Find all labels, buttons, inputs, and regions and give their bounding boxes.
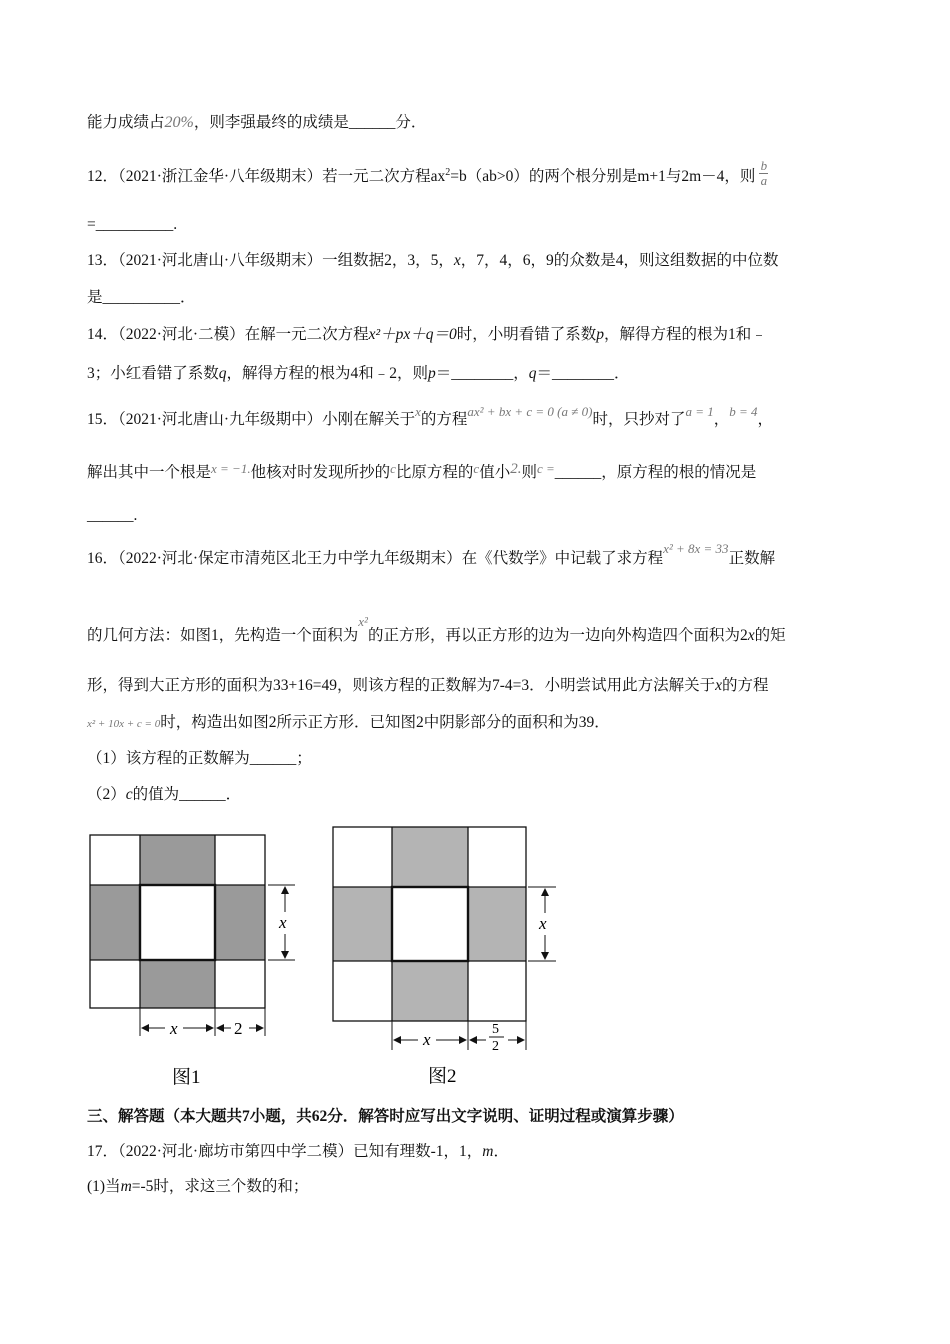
fig2-shade-bottom [392,961,468,1021]
question-15-answer [87,505,137,527]
question-16 [87,541,776,570]
fig1-bottom-2-label: 2 [234,1019,243,1038]
text: 能力成绩占 [87,114,165,131]
text: 时，只抄对了 [592,411,686,428]
text: 17．（2022·河北·廊坊市第四中学二模）已知有理数-1，1， [87,1143,483,1160]
fraction-numerator: b [760,158,768,174]
text: 时，构造出如图2所示正方形．已知图2中阴影部分的面积和为39． [160,714,610,731]
text: (1)当 [87,1178,121,1195]
text: ，则李强最终的成绩是______分． [193,114,427,131]
text: ，7，4，6，9的众数是4，则这组数据的中位数 [460,252,779,269]
text: 形，得到大正方形的面积为33+16=49，则该方程的正数解为7-4=3．小明尝试用此方法解关于 [87,677,716,694]
text: ， [713,411,730,428]
text: 14．（2022·河北·二模）在解一元二次方程 [87,326,369,343]
text: ______，原方程的根的情况是 [554,464,757,481]
line-ability-score [87,112,426,134]
text: =-5时，求这三个数的和； [131,1178,309,1195]
fraction-b-over-a [759,159,768,188]
text: 15．（2021·河北唐山·九年级期中）小刚在解关于 [87,411,416,428]
text: 则 [521,464,537,481]
text: 的方程 [420,411,468,428]
text: 时，小明看错了系数 [456,326,597,343]
question-17-part1 [87,1176,308,1198]
question-16-line3 [87,675,769,697]
fig2-bottom-x-label: x [423,1030,431,1049]
question-14 [87,324,767,346]
text: 的正方形，再以正方形的边为一边向外构造四个面积为2 [367,627,748,644]
question-16-part1 [87,748,312,770]
value-two: 2. [510,461,522,477]
question-16-line4 [87,712,610,735]
fig2-arrow [469,1036,477,1044]
question-12 [87,158,768,192]
fig1-shade-bottom [140,960,215,1008]
fig2-arrow [541,952,549,960]
var-c: c [125,786,133,803]
figure-1 [85,830,310,1090]
var-q: q [218,365,227,382]
fig1-arrow [206,1024,214,1032]
text: 的几何方法：如图1，先构造一个面积为 [87,627,359,644]
var-c: c [473,461,480,476]
fig2-shade-top [392,827,468,887]
var-x: x [453,252,461,269]
question-13 [87,250,778,272]
var-x-squared: x² [358,614,368,629]
equation: x² + 8x = 33 [663,541,729,556]
fig1-arrow [141,1024,149,1032]
fig1-arrow [216,1024,224,1032]
question-12-answer [87,214,177,236]
text: 13．（2021·河北唐山·八年级期末）一组数据2，3，5， [87,252,454,269]
equation: x²＋px＋q＝0 [368,326,457,343]
text: ． [493,1143,509,1160]
text: 的方程 [722,677,769,694]
percent-value: 20% [164,114,194,131]
question-15 [87,404,774,431]
fig2-caption: 图2 [428,1066,457,1087]
fig1-arrow [281,886,289,894]
fig2-frac-denominator: 2 [492,1039,499,1054]
equation: x² + 10x + c = 0 [87,718,161,730]
text: 的矩 [754,627,786,644]
text: （1）该方程的正数解为______； [87,750,312,767]
var-c: c = [536,461,555,476]
var-p: p [596,326,605,343]
section-3-heading [87,1106,684,1128]
fig2-arrow [459,1036,467,1044]
var-x: x [415,404,421,419]
var-m: m [482,1143,494,1160]
fig1-arrow [256,1024,264,1032]
text: =b（ab>0）的两个根分别是m+1与2m－4，则 [450,168,756,186]
text: 正数解 [728,550,776,567]
text: 的值为______． [132,786,242,803]
text: （2） [87,786,126,803]
var-x: x [715,677,723,694]
text: 16．（2022·河北·保定市清苑区北王力中学九年级期末）在《代数学》中记载了求方程 [87,550,664,567]
text: 3；小红看错了系数 [87,365,219,382]
fig1-arrow [281,951,289,959]
question-14-cont [87,363,630,385]
text: 值小 [479,464,511,481]
fig1-shade-top [140,835,215,885]
text: 解出其中一个根是 [87,464,212,481]
var-q: q [528,365,537,382]
var-p: p [428,365,436,382]
fraction-denominator: a [760,173,768,189]
fig2-arrow [393,1036,401,1044]
fig2-arrow [517,1036,525,1044]
fig1-bottom-x-label: x [170,1019,178,1038]
figure-2 [328,822,563,1090]
question-16-line2 [87,614,786,647]
fig2-center-square [392,887,468,961]
text: ______. [87,507,138,524]
text: 12．（2021·浙江金华·八年级期末）若一元二次方程ax [87,168,446,186]
var-c: c [390,461,396,476]
text: ，解得方程的根为4和﹣2，则 [226,365,429,382]
question-17 [87,1141,509,1163]
text: ，解得方程的根为1和﹣ [604,326,767,343]
text: 比原方程的 [395,464,474,481]
var-m: m [120,1178,132,1195]
fig2-shade-right [468,887,526,961]
fig1-side-label: x [279,913,287,932]
question-16-part2 [87,784,241,806]
value-b: b = 4 [729,404,758,419]
text: 是__________． [87,289,196,306]
question-15-cont [87,462,756,484]
fig2-arrow [541,888,549,896]
var-x: x [747,627,755,644]
fig2-frac-numerator: 5 [492,1022,499,1037]
fig2-side-label: x [539,914,547,933]
fig1-shade-left [90,885,140,960]
value-a: a = 1 [685,404,714,419]
question-13-answer [87,287,196,309]
fig1-shade-right [215,885,265,960]
text: 他核对时发现所抄的 [250,464,391,481]
root-value: x = −1. [211,461,251,476]
text: 三、解答题（本大题共7小题，共62分．解答时应写出文字说明、证明过程或演算步骤） [87,1108,684,1125]
text: ， [757,411,774,428]
fig2-shade-left [333,887,392,961]
text: ＝________， [435,365,529,382]
fig1-caption: 图1 [172,1067,201,1088]
text: =__________. [87,216,178,233]
superscript: 2 [445,167,451,178]
equation: ax² + bx + c = 0 (a ≠ 0) [467,404,593,419]
text: ＝________． [536,365,630,382]
fig1-center-square [140,885,215,960]
